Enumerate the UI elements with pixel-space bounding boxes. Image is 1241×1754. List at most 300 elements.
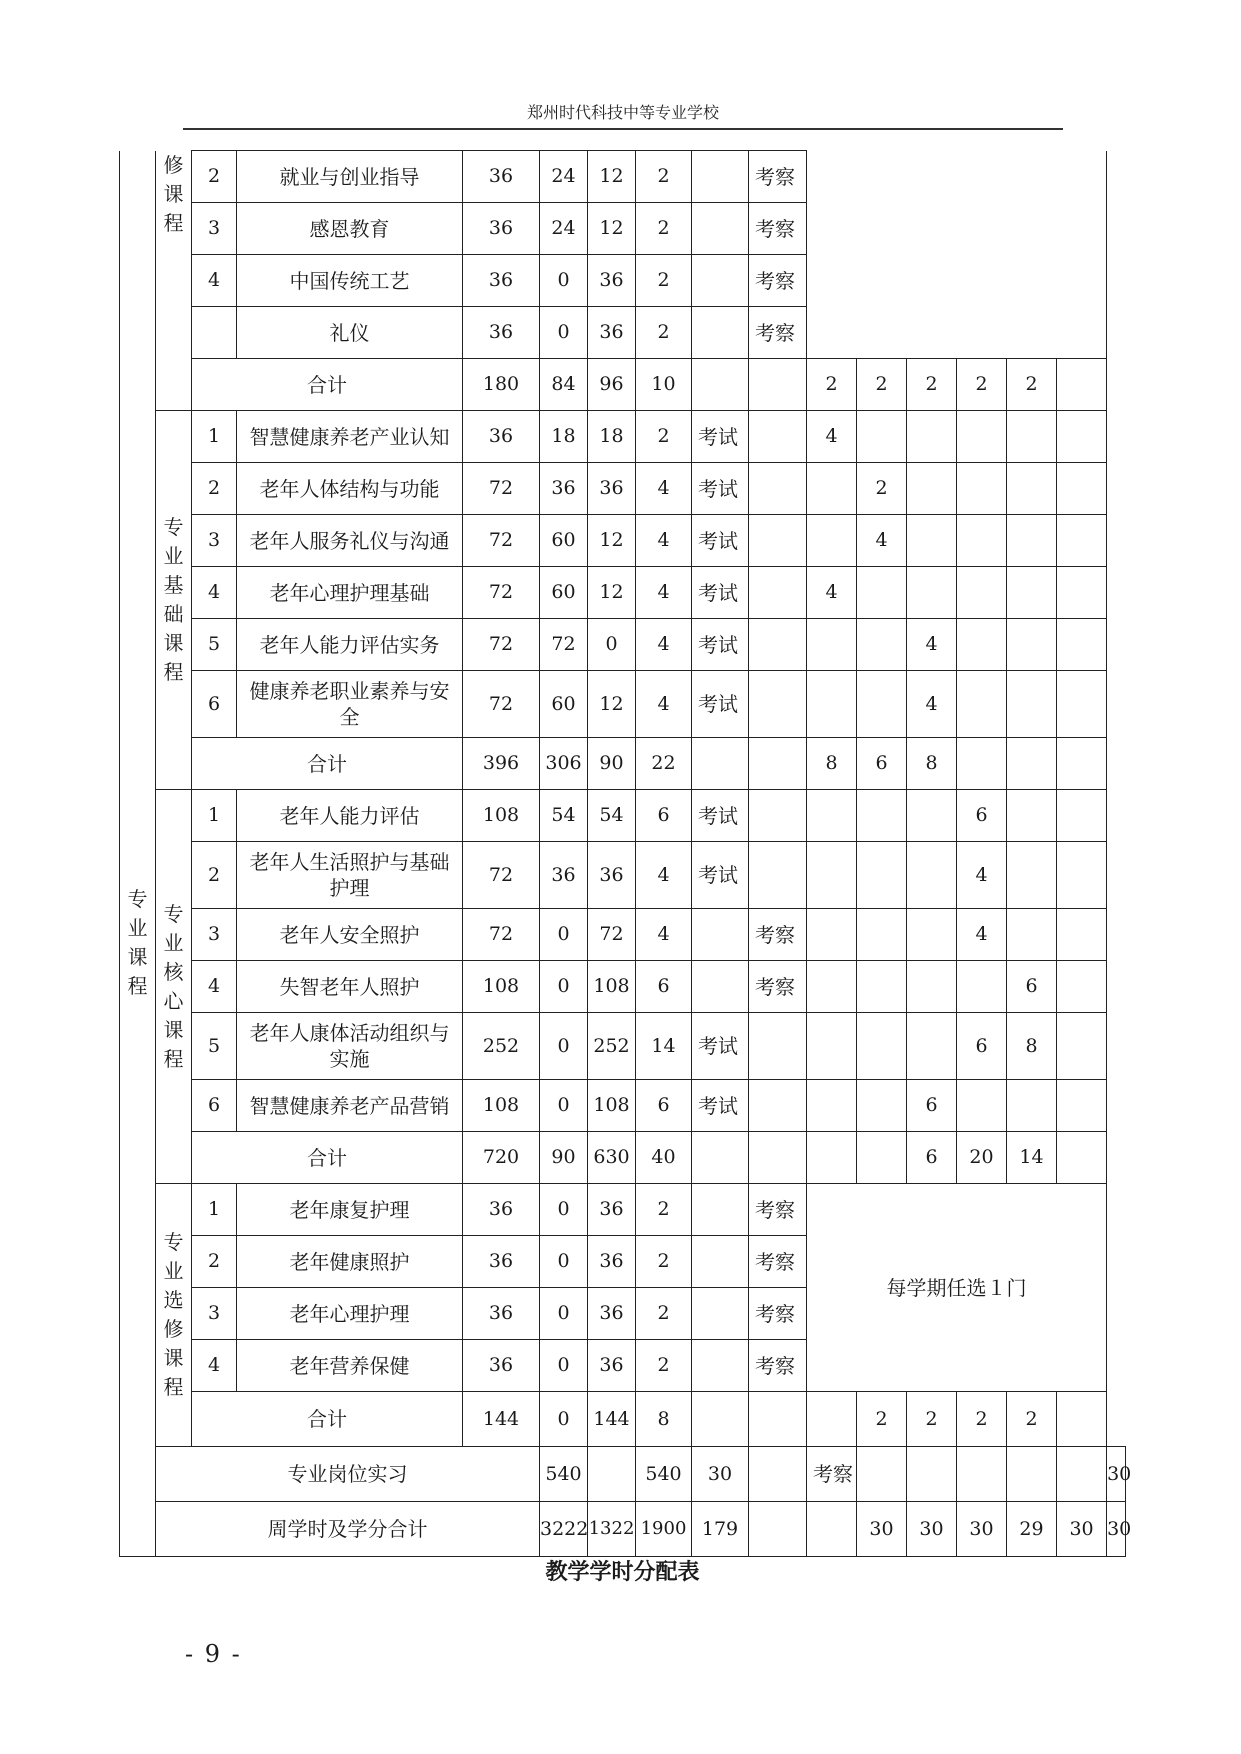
semester-6	[1057, 1080, 1107, 1132]
course-name: 老年人服务礼仪与沟通	[237, 515, 463, 567]
semester-1	[807, 1132, 857, 1184]
semester-6: 30	[1107, 1502, 1126, 1557]
practice-hours: 36	[588, 307, 636, 359]
semester-1	[807, 909, 857, 961]
check-type	[749, 1013, 807, 1080]
practice-hours: 12	[588, 203, 636, 255]
table-row	[120, 567, 1126, 619]
page-header: 郑州时代科技中等专业学校	[526, 103, 719, 122]
practice-hours: 18	[588, 411, 636, 463]
semester-1	[857, 1447, 907, 1502]
check-type	[749, 1132, 807, 1184]
semester-1: 4	[807, 411, 857, 463]
semester-6	[1057, 411, 1107, 463]
table-row	[120, 961, 1126, 1013]
total-hours: 36	[463, 411, 540, 463]
credits: 10	[636, 359, 692, 411]
semester-5	[1007, 842, 1057, 909]
row-number: 3	[192, 515, 237, 567]
theory-hours: 36	[540, 842, 588, 909]
semester-2	[857, 671, 907, 738]
semester-5	[1007, 671, 1057, 738]
semester-1: 8	[807, 738, 857, 790]
semester-3	[907, 909, 957, 961]
semester-2	[857, 961, 907, 1013]
course-name: 老年人安全照护	[237, 909, 463, 961]
practice-hours: 36	[588, 1288, 636, 1340]
page-number: - 9 -	[185, 1640, 242, 1668]
semester-2	[857, 842, 907, 909]
table-row	[120, 515, 1126, 567]
credits: 4	[636, 619, 692, 671]
theory-hours: 54	[540, 790, 588, 842]
practice-hours: 54	[588, 790, 636, 842]
semester-4: 2	[957, 359, 1007, 411]
table-row	[120, 842, 1126, 909]
credits: 2	[636, 411, 692, 463]
total-hours: 72	[463, 842, 540, 909]
table-row	[120, 1013, 1126, 1080]
semester-3	[907, 463, 957, 515]
group-label-basic: 专业基础课程	[156, 411, 192, 790]
credits: 4	[636, 515, 692, 567]
internship-label: 专业岗位实习	[156, 1447, 540, 1502]
credits: 22	[636, 738, 692, 790]
total-hours: 720	[463, 1132, 540, 1184]
semester-2: 2	[857, 463, 907, 515]
credits: 4	[636, 671, 692, 738]
row-number: 3	[192, 1288, 237, 1340]
semester-2: 4	[857, 515, 907, 567]
course-name: 感恩教育	[237, 203, 463, 255]
check-type	[749, 515, 807, 567]
table-caption: 教学学时分配表	[545, 1560, 700, 1585]
check-type	[749, 1080, 807, 1132]
row-number: 4	[192, 1340, 237, 1392]
practice-hours: 96	[588, 359, 636, 411]
course-name: 智慧健康养老产业认知	[237, 411, 463, 463]
theory-hours: 0	[540, 1236, 588, 1288]
exam-type	[692, 909, 749, 961]
total-hours: 3222	[540, 1502, 588, 1557]
semester-4: 4	[957, 842, 1007, 909]
semester-3	[907, 1013, 957, 1080]
exam-type	[692, 1340, 749, 1392]
row-number: 1	[192, 1184, 237, 1236]
semester-2: 30	[907, 1502, 957, 1557]
semester-5	[1007, 515, 1057, 567]
practice-hours: 36	[588, 842, 636, 909]
semester-6	[1057, 842, 1107, 909]
semester-2	[857, 567, 907, 619]
subtotal-label: 合计	[192, 1392, 463, 1447]
row-number: 2	[192, 151, 237, 203]
semester-5	[1007, 738, 1057, 790]
theory-hours: 0	[540, 1392, 588, 1447]
semester-3: 4	[907, 619, 957, 671]
practice-hours: 1900	[636, 1502, 692, 1557]
semester-3	[907, 842, 957, 909]
exam-type	[692, 203, 749, 255]
semester-4	[957, 738, 1007, 790]
semester-4: 20	[957, 1132, 1007, 1184]
semester-4	[957, 567, 1007, 619]
course-name: 老年人能力评估实务	[237, 619, 463, 671]
credits: 2	[636, 151, 692, 203]
exam-type: 考试	[692, 842, 749, 909]
theory-hours: 0	[540, 1288, 588, 1340]
semester-6	[1057, 738, 1107, 790]
credits: 4	[636, 842, 692, 909]
semester-6	[1057, 1013, 1107, 1080]
exam-type	[692, 738, 749, 790]
check-type: 考察	[749, 307, 807, 359]
semester-3: 30	[957, 1502, 1007, 1557]
table-row	[120, 1080, 1126, 1132]
theory-hours: 0	[540, 307, 588, 359]
semester-1	[807, 1080, 857, 1132]
course-name: 老年健康照护	[237, 1236, 463, 1288]
semester-3	[957, 1447, 1007, 1502]
semester-6	[1057, 359, 1107, 411]
semester-2	[907, 1447, 957, 1502]
row-number: 1	[192, 411, 237, 463]
table-row	[120, 671, 1126, 738]
group-cell-blank	[120, 307, 156, 359]
check-type: 考察	[749, 1340, 807, 1392]
semester-3	[907, 567, 957, 619]
credits: 14	[636, 1013, 692, 1080]
exam-type: 考试	[692, 1013, 749, 1080]
row-number: 4	[192, 567, 237, 619]
semester-4	[957, 671, 1007, 738]
check-type: 考察	[749, 1288, 807, 1340]
semester-3	[907, 790, 957, 842]
semester-1: 2	[807, 359, 857, 411]
semester-5: 14	[1007, 1132, 1057, 1184]
check-type	[807, 1502, 857, 1557]
credits: 2	[636, 307, 692, 359]
practice-hours: 630	[588, 1132, 636, 1184]
total-hours: 36	[463, 1340, 540, 1392]
theory-hours: 1322	[588, 1502, 636, 1557]
semester-1	[807, 961, 857, 1013]
semester-1	[807, 671, 857, 738]
credits: 6	[636, 790, 692, 842]
theory-hours: 306	[540, 738, 588, 790]
row-number: 3	[192, 203, 237, 255]
exam-type	[692, 1288, 749, 1340]
credits: 2	[636, 1184, 692, 1236]
semester-6	[1057, 1392, 1107, 1447]
check-type: 考察	[749, 1184, 807, 1236]
course-name: 老年人生活照护与基础护理	[237, 842, 463, 909]
check-type: 考察	[749, 151, 807, 203]
exam-type: 考试	[692, 619, 749, 671]
semester-3: 6	[907, 1132, 957, 1184]
row-number: 4	[192, 961, 237, 1013]
semester-2	[857, 619, 907, 671]
exam-type: 考试	[692, 1080, 749, 1132]
check-type	[749, 619, 807, 671]
credits: 2	[636, 1236, 692, 1288]
group-cell-blank	[120, 359, 156, 411]
practice-hours: 72	[588, 909, 636, 961]
semester-6	[1057, 909, 1107, 961]
theory-hours: 0	[540, 255, 588, 307]
semester-2	[857, 1013, 907, 1080]
check-type: 考察	[807, 1447, 857, 1502]
course-name: 智慧健康养老产品营销	[237, 1080, 463, 1132]
course-name: 老年心理护理基础	[237, 567, 463, 619]
course-name: 老年人康体活动组织与实施	[237, 1013, 463, 1080]
theory-hours: 72	[540, 619, 588, 671]
semester-1	[807, 619, 857, 671]
row-number: 5	[192, 1013, 237, 1080]
total-hours: 108	[463, 1080, 540, 1132]
total-hours: 72	[463, 909, 540, 961]
credits: 4	[636, 463, 692, 515]
semester-5	[1007, 463, 1057, 515]
semester-5	[1007, 909, 1057, 961]
semester-6	[1057, 619, 1107, 671]
check-type	[749, 738, 807, 790]
credits: 179	[692, 1502, 749, 1557]
semester-3: 6	[907, 1080, 957, 1132]
semester-1	[807, 1013, 857, 1080]
semester-4	[957, 515, 1007, 567]
theory-hours	[588, 1447, 636, 1502]
semester-2	[857, 1080, 907, 1132]
exam-type	[692, 151, 749, 203]
subtotal-row	[120, 1132, 1126, 1184]
subtotal-row	[120, 359, 1126, 411]
credits: 4	[636, 909, 692, 961]
semester-6	[1057, 961, 1107, 1013]
theory-hours: 0	[540, 909, 588, 961]
semester-4	[957, 961, 1007, 1013]
subtotal-label: 合计	[192, 1132, 463, 1184]
credits: 30	[692, 1447, 749, 1502]
theory-hours: 0	[540, 1080, 588, 1132]
total-hours: 540	[540, 1447, 588, 1502]
credits: 40	[636, 1132, 692, 1184]
check-type	[749, 842, 807, 909]
credits: 2	[636, 1288, 692, 1340]
total-hours: 396	[463, 738, 540, 790]
row-number: 5	[192, 619, 237, 671]
group-cell-blank	[120, 255, 156, 307]
semester-6	[1057, 671, 1107, 738]
row-number: 1	[192, 790, 237, 842]
practice-hours: 12	[588, 567, 636, 619]
practice-hours: 108	[588, 961, 636, 1013]
practice-hours: 144	[588, 1392, 636, 1447]
exam-type	[692, 255, 749, 307]
subtotal-label: 合计	[192, 738, 463, 790]
practice-hours: 12	[588, 151, 636, 203]
total-hours: 144	[463, 1392, 540, 1447]
course-name: 老年人能力评估	[237, 790, 463, 842]
total-hours: 36	[463, 1184, 540, 1236]
exam-type	[692, 1392, 749, 1447]
theory-hours: 60	[540, 567, 588, 619]
semester-6	[1057, 463, 1107, 515]
total-hours: 36	[463, 307, 540, 359]
course-name: 礼仪	[237, 307, 463, 359]
exam-type	[692, 359, 749, 411]
semester-1	[807, 842, 857, 909]
credits: 2	[636, 1340, 692, 1392]
total-hours: 36	[463, 255, 540, 307]
semester-5: 6	[1007, 961, 1057, 1013]
total-hours: 72	[463, 463, 540, 515]
semester-6	[1057, 1132, 1107, 1184]
row-number: 3	[192, 909, 237, 961]
practice-hours: 36	[588, 1184, 636, 1236]
check-type: 考察	[749, 1236, 807, 1288]
grand-total-label: 周学时及学分合计	[156, 1502, 540, 1557]
header-rule	[183, 128, 1063, 130]
total-hours: 36	[463, 151, 540, 203]
semester-5: 2	[1007, 359, 1057, 411]
group-cell-blank	[120, 203, 156, 255]
semester-2: 6	[857, 738, 907, 790]
theory-hours: 90	[540, 1132, 588, 1184]
semester-5	[1057, 1447, 1107, 1502]
subtotal-label: 合计	[192, 359, 463, 411]
check-type: 考察	[749, 255, 807, 307]
check-type	[749, 790, 807, 842]
check-type	[749, 1392, 807, 1447]
semester-3	[907, 411, 957, 463]
total-hours: 252	[463, 1013, 540, 1080]
practice-hours: 36	[588, 1236, 636, 1288]
semester-4: 29	[1007, 1502, 1057, 1557]
table-row	[120, 151, 1126, 203]
course-name: 健康养老职业素养与安全	[237, 671, 463, 738]
total-hours: 36	[463, 203, 540, 255]
semester-5: 2	[1007, 1392, 1057, 1447]
subtotal-row	[120, 1392, 1126, 1447]
semester-3: 8	[907, 738, 957, 790]
exam-type: 考试	[692, 463, 749, 515]
theory-hours: 0	[540, 1184, 588, 1236]
course-name: 老年营养保健	[237, 1340, 463, 1392]
total-hours: 72	[463, 671, 540, 738]
semester-1	[807, 790, 857, 842]
exam-type	[749, 1447, 807, 1502]
table-row	[120, 1184, 1126, 1236]
semester-3: 2	[907, 359, 957, 411]
table-row	[120, 463, 1126, 515]
check-type	[749, 411, 807, 463]
group-label-major: 专业课程	[120, 411, 156, 1557]
semester-1: 30	[857, 1502, 907, 1557]
semester-4: 6	[957, 790, 1007, 842]
check-type: 考察	[749, 203, 807, 255]
semester-5	[1007, 411, 1057, 463]
semester-5	[1007, 790, 1057, 842]
practice-hours: 108	[588, 1080, 636, 1132]
credits: 6	[636, 961, 692, 1013]
exam-type: 考试	[692, 515, 749, 567]
semester-4	[957, 411, 1007, 463]
theory-hours: 0	[540, 961, 588, 1013]
credits: 4	[636, 567, 692, 619]
course-name: 老年人体结构与功能	[237, 463, 463, 515]
exam-type	[692, 307, 749, 359]
practice-hours: 36	[588, 1340, 636, 1392]
semester-2: 2	[857, 1392, 907, 1447]
course-name: 失智老年人照护	[237, 961, 463, 1013]
exam-type	[692, 961, 749, 1013]
theory-hours: 84	[540, 359, 588, 411]
theory-hours: 0	[540, 1340, 588, 1392]
semester-5: 8	[1007, 1013, 1057, 1080]
check-type	[749, 359, 807, 411]
semester-4	[1007, 1447, 1057, 1502]
check-type	[749, 463, 807, 515]
semester-2: 2	[857, 359, 907, 411]
semester-5	[1007, 567, 1057, 619]
exam-type	[749, 1502, 807, 1557]
check-type: 考察	[749, 909, 807, 961]
semester-blank-merge	[807, 151, 1107, 359]
table-row	[120, 619, 1126, 671]
semester-5: 30	[1057, 1502, 1107, 1557]
practice-hours: 12	[588, 671, 636, 738]
practice-hours: 252	[588, 1013, 636, 1080]
table-row	[120, 909, 1126, 961]
exam-type	[692, 1236, 749, 1288]
table-row	[120, 790, 1126, 842]
theory-hours: 0	[540, 1013, 588, 1080]
semester-2	[857, 909, 907, 961]
subtotal-row	[120, 738, 1126, 790]
group-label-core: 专业核心课程	[156, 790, 192, 1184]
grand-total-row	[120, 1502, 1126, 1557]
total-hours: 72	[463, 567, 540, 619]
exam-type: 考试	[692, 411, 749, 463]
group-cell-blank	[120, 151, 156, 203]
semester-3: 4	[907, 671, 957, 738]
row-number	[192, 307, 237, 359]
credits: 6	[636, 1080, 692, 1132]
exam-type: 考试	[692, 790, 749, 842]
credits: 2	[636, 255, 692, 307]
semester-1	[807, 515, 857, 567]
semester-1: 4	[807, 567, 857, 619]
total-hours: 36	[463, 1236, 540, 1288]
semester-4: 6	[957, 1013, 1007, 1080]
exam-type	[692, 1132, 749, 1184]
semester-2	[857, 790, 907, 842]
total-hours: 72	[463, 619, 540, 671]
semester-3	[907, 515, 957, 567]
row-number: 2	[192, 463, 237, 515]
theory-hours: 60	[540, 671, 588, 738]
practice-hours: 0	[588, 619, 636, 671]
semester-4	[957, 619, 1007, 671]
theory-hours: 18	[540, 411, 588, 463]
semester-3	[907, 961, 957, 1013]
theory-hours: 24	[540, 151, 588, 203]
group-label-major-elective: 专业选修课程	[156, 1184, 192, 1447]
semester-6: 30	[1107, 1447, 1126, 1502]
practice-hours: 36	[588, 255, 636, 307]
row-number: 6	[192, 1080, 237, 1132]
